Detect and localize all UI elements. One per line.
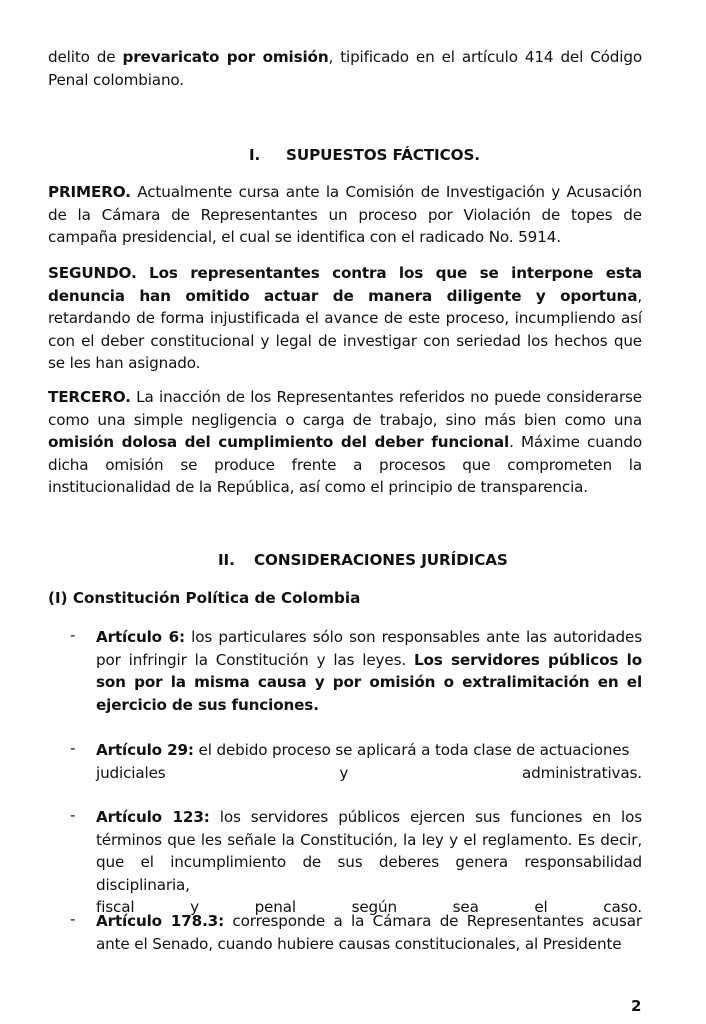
article-text: corresponde a la Cámara de Representantes acusar ante el Senado, cuando hubiere causas constitucionales, al Presidente (96, 912, 642, 953)
tercero-text-1: La inacción de los Representantes referidos no puede considerarse como una simple negligencia o carga de trabajo, sino más bien como una (48, 388, 642, 429)
word: y (339, 763, 349, 782)
article-bold-text: Los servidores públicos lo son por la misma causa y por omisión o extralimitación en el ejercicio de sus funciones. (96, 650, 642, 714)
tercero-label: TERCERO. (48, 388, 131, 406)
article-text: el debido proceso se aplicará a toda clase de actuaciones (193, 741, 630, 759)
paragraph-tercero (48, 386, 642, 499)
article-text: los servidores públicos ejercen sus funciones en los términos que les señale la Constitución, la ley y el reglamento. Es decir, que el incumplimiento de sus deberes genera responsabilidad disciplinaria, (96, 808, 642, 894)
article-text: los particulares sólo son responsables ante las autoridades por infringir la Constitución y las leyes. (96, 628, 642, 669)
intro-bold: prevaricato por omisión (122, 48, 329, 66)
word: y (190, 898, 199, 916)
bullet-dash: - (70, 910, 76, 928)
word: penal (254, 898, 296, 916)
article-label: Artículo 6: (96, 628, 185, 646)
bullet-dash: - (70, 806, 76, 824)
word: judiciales (96, 763, 166, 782)
section-number: II. (218, 551, 235, 569)
paragraph-primero (48, 181, 642, 249)
word: fiscal (96, 898, 135, 916)
word: sea (452, 898, 479, 916)
article-label: Artículo 123: (96, 808, 210, 826)
tercero-bold: omisión dolosa del cumplimiento del deber funcional (48, 433, 510, 451)
primero-text: Actualmente cursa ante la Comisión de Investigación y Acusación de la Cámara de Representantes un proceso por Violación de topes de campaña presidencial, el cual se identifica con el radicado No. 5914. (48, 183, 642, 246)
section-heading-1 (249, 146, 480, 164)
article-29 (96, 739, 642, 784)
segundo-bold: SEGUNDO. Los representantes contra los que se interpone esta denuncia han omitido actuar de manera diligente y oportuna (48, 264, 642, 305)
subsection-title: (I) Constitución Política de Colombia (48, 589, 361, 607)
article-178-3 (96, 910, 642, 955)
section-number: I. (249, 146, 261, 164)
word: administrativas. (521, 763, 642, 782)
article-123 (96, 806, 642, 919)
article-6 (96, 626, 642, 716)
intro-text-2: , tipificado en el artículo 414 del Código Penal colombiano. (48, 48, 642, 89)
section-heading-2 (218, 551, 508, 569)
section-title: SUPUESTOS FÁCTICOS. (286, 146, 480, 164)
paragraph-segundo (48, 262, 642, 375)
article-label: Artículo 29: (96, 741, 194, 759)
intro-text-1: delito de (48, 48, 123, 66)
word: según (351, 898, 397, 916)
article-label: Artículo 178.3: (96, 912, 225, 930)
primero-label: PRIMERO. (48, 183, 131, 201)
bullet-dash: - (70, 626, 76, 644)
word: el (534, 898, 548, 916)
bullet-dash: - (70, 739, 76, 757)
article-29-spread-line (96, 762, 642, 785)
page-number: 2 (631, 997, 642, 1015)
section-title: CONSIDERACIONES JURÍDICAS (254, 551, 508, 569)
intro-paragraph (48, 46, 642, 91)
tercero-text-2: . Máxime cuando dicha omisión se produce frente a procesos que comprometen la institucionalidad de la República, así como el principio de transparencia. (48, 433, 642, 496)
word: caso. (603, 898, 642, 916)
segundo-text: , retardando de forma injustificada el avance de este proceso, incumpliendo así con el deber constitucional y legal de investigar con seriedad los hechos que se les han asignado. (48, 286, 642, 372)
